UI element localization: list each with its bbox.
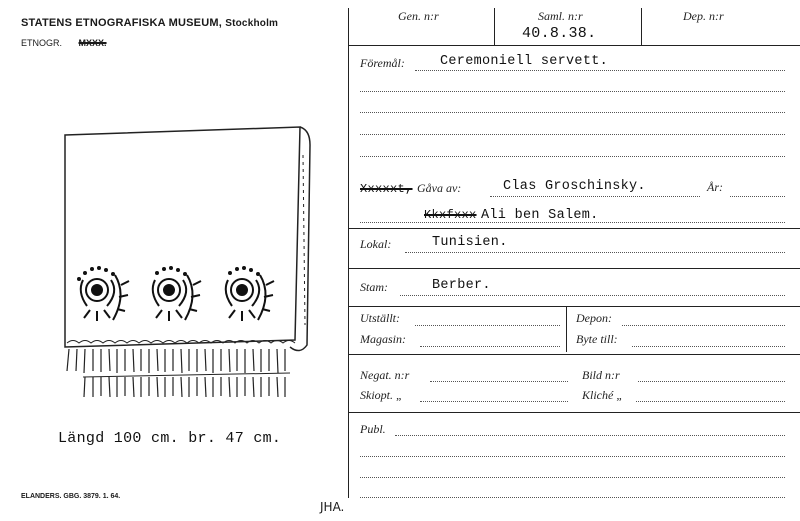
gava-value-2: Ali ben Salem. xyxy=(480,208,599,223)
textile-drawing xyxy=(55,115,315,400)
header-rule xyxy=(348,45,800,46)
lokal-value: Tunisien. xyxy=(432,235,508,250)
foremal-dotline xyxy=(415,70,785,71)
dotline xyxy=(360,222,785,223)
embroidery-motif-1 xyxy=(77,266,129,321)
foremal-value: Ceremoniell servett. xyxy=(440,54,609,69)
embroidery-motif-2 xyxy=(153,266,201,321)
dotline xyxy=(360,112,785,113)
magasin-label: Magasin: xyxy=(360,332,406,346)
ar-dotline xyxy=(730,196,785,197)
etnogr-line xyxy=(21,38,107,48)
form-left-border xyxy=(348,8,349,498)
stam-dotline xyxy=(400,295,785,296)
dotline xyxy=(360,456,785,457)
rule-lokal xyxy=(348,228,800,229)
gava-value: Clas Groschinsky. xyxy=(503,179,646,194)
etnogr-struck: MXXX. xyxy=(78,38,107,48)
gava-label: Gåva av: xyxy=(416,181,462,195)
etnogr-label: ETNOGR. xyxy=(21,38,63,48)
depon-dotline xyxy=(622,325,785,326)
header-divider-2 xyxy=(641,8,642,45)
dep-nr-label: Dep. n:r xyxy=(683,9,724,23)
measurement-text: Längd 100 cm. br. 47 cm. xyxy=(58,430,282,447)
museum-header xyxy=(21,17,278,29)
ar-label: År: xyxy=(707,180,723,194)
stam-value: Berber. xyxy=(432,278,491,293)
foremal-label: Föremål: xyxy=(360,56,405,70)
negat-dotline xyxy=(430,381,568,382)
header-divider-1 xyxy=(494,8,495,45)
printer-imprint: ELANDERS. GBG. 3879. 1. 64. xyxy=(21,493,121,500)
embroidery-motif-3 xyxy=(226,266,274,321)
saml-nr-value: 40.8.38. xyxy=(522,25,597,42)
museum-name: STATENS ETNOGRAFISKA MUSEUM, xyxy=(21,17,222,29)
handwritten-note: JHA. xyxy=(320,500,345,514)
stam-label: Stam: xyxy=(360,280,388,294)
gava-dotline xyxy=(490,196,700,197)
negat-label: Negat. n:r xyxy=(360,368,410,382)
byte-till-label: Byte till: xyxy=(576,332,618,346)
bild-label: Bild n:r xyxy=(582,368,620,382)
gava-second-line xyxy=(424,205,599,223)
byte-dotline xyxy=(632,346,785,347)
rule-utstallt xyxy=(348,306,800,307)
dotline xyxy=(360,156,785,157)
gava-struck-prefix: Xxxxxt, xyxy=(360,182,413,196)
rule-negat xyxy=(348,354,800,355)
bild-dotline xyxy=(638,381,785,382)
gava-line xyxy=(360,179,461,197)
depon-label: Depon: xyxy=(576,311,612,325)
dotline xyxy=(360,134,785,135)
dotline xyxy=(360,477,785,478)
utstallt-dotline xyxy=(415,325,560,326)
skiopt-label: Skiopt. „ xyxy=(360,388,403,402)
dotline xyxy=(360,91,785,92)
museum-city: Stockholm xyxy=(225,18,279,29)
gen-nr-label: Gen. n:r xyxy=(398,9,439,23)
kliche-label: Kliché „ xyxy=(582,388,623,402)
rule-stam xyxy=(348,268,800,269)
dotline xyxy=(360,497,785,498)
gava-struck-word: Kkxfxxx xyxy=(424,208,477,222)
publ-dotline xyxy=(395,435,785,436)
saml-nr-label: Saml. n:r xyxy=(538,9,583,23)
skiopt-dotline xyxy=(420,401,568,402)
utstallt-divider xyxy=(566,306,567,352)
lokal-dotline xyxy=(405,252,785,253)
publ-label: Publ. xyxy=(360,422,386,436)
rule-publ xyxy=(348,412,800,413)
lokal-label: Lokal: xyxy=(360,237,392,251)
kliche-dotline xyxy=(636,401,785,402)
magasin-dotline xyxy=(420,346,560,347)
utstallt-label: Utställt: xyxy=(360,311,401,325)
